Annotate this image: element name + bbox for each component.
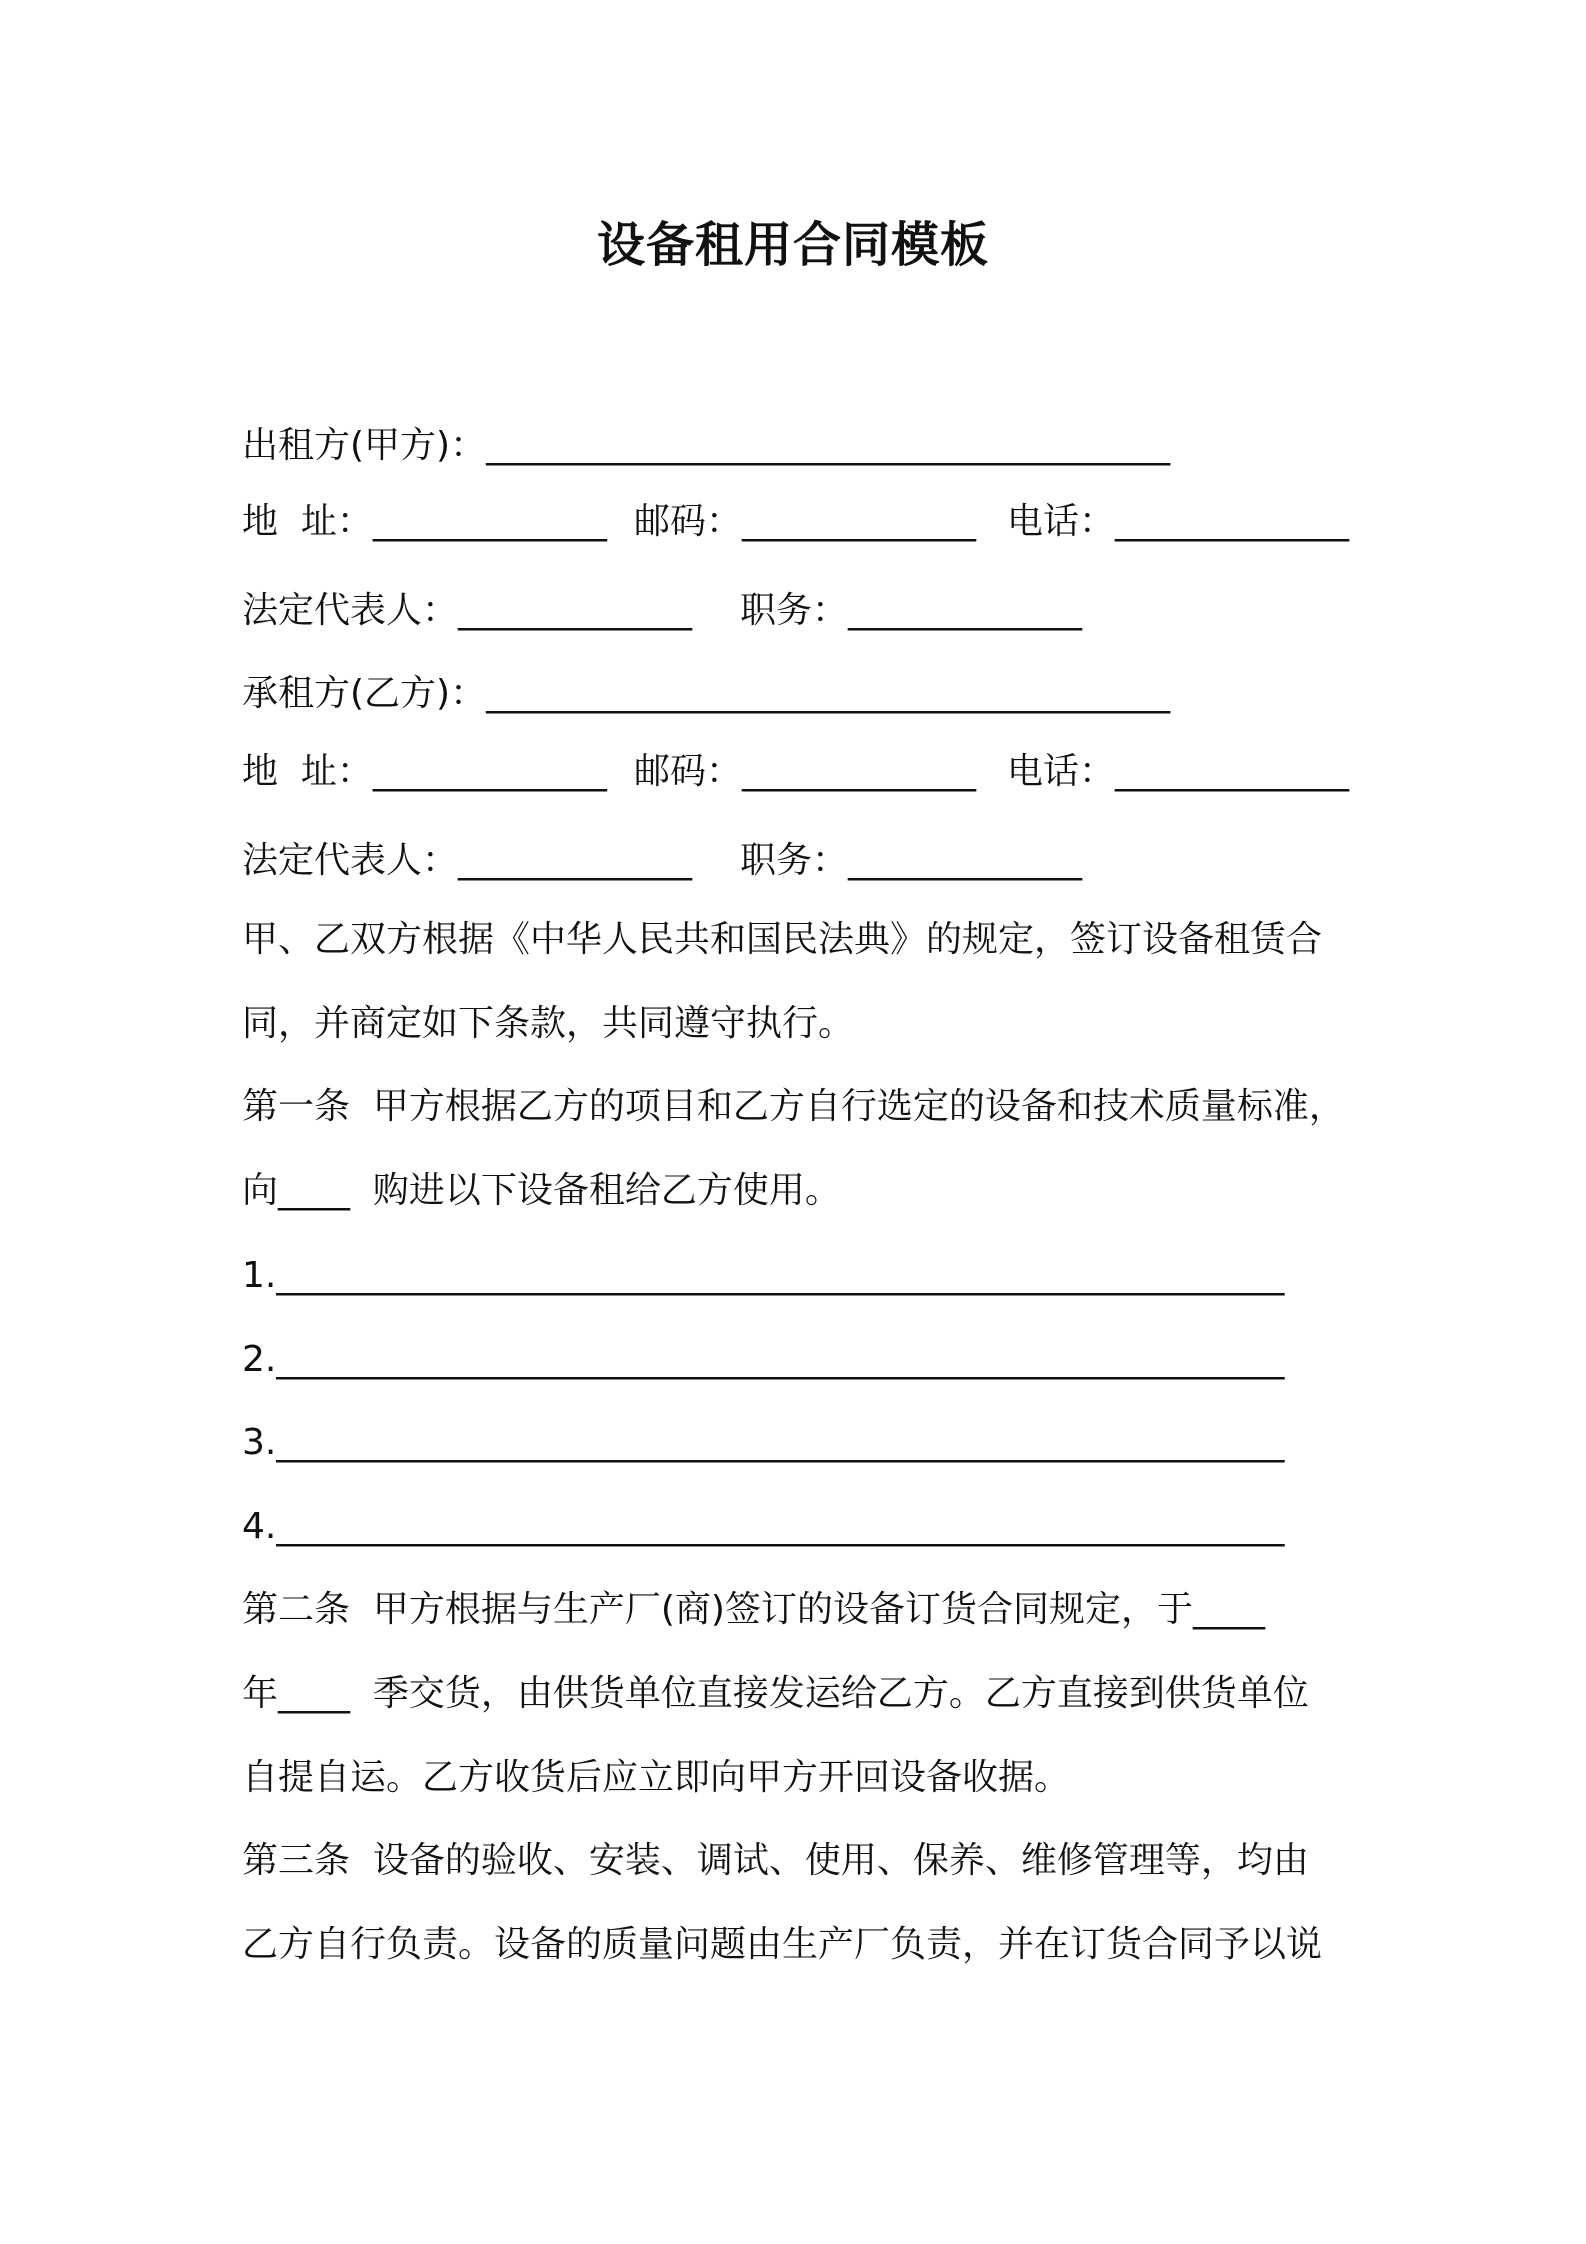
document-title: 设备租用合同模板 [596, 217, 989, 273]
preamble-line-2: 同，并商定如下条款，共同遵守执行。 [242, 1003, 855, 1044]
equipment-line-2: 2.________________________________________________________ [242, 1339, 1285, 1380]
lessee-address-field: 地 址：_____________ [242, 751, 607, 792]
preamble-line-1: 甲、乙双方根据《中华人民共和国民法典》的规定，签订设备租赁合 [242, 919, 1323, 960]
equipment-line-1: 1.________________________________________________________ [242, 1255, 1285, 1296]
lessor-phone-field: 电话：_____________ [1007, 501, 1350, 542]
article1-line-2: 向____ 购进以下设备租给乙方使用。 [242, 1170, 841, 1211]
lessor-postcode-field: 邮码：_____________ [634, 501, 977, 542]
article2-line-1: 第二条 甲方根据与生产厂(商)签订的设备订货合同规定，于____ [242, 1589, 1265, 1630]
lessor-position-field: 职务：_____________ [740, 590, 1083, 631]
lessee-position-field: 职务：_____________ [740, 840, 1083, 881]
lessor-rep-row [242, 587, 1392, 635]
article2-line-3: 自提自运。乙方收货后应立即向甲方开回设备收据。 [242, 1757, 1071, 1798]
lessee-party-line: 承租方(乙方)：______________________________________ [242, 673, 1171, 714]
lessor-legal-rep-field: 法定代表人：_____________ [242, 590, 693, 631]
lessee-phone-field: 电话：_____________ [1007, 751, 1350, 792]
equipment-line-4: 4.________________________________________________________ [242, 1506, 1285, 1547]
lessor-contact-row [242, 498, 1392, 546]
article3-line-2: 乙方自行负责。设备的质量问题由生产厂负责，并在订货合同予以说 [242, 1924, 1323, 1965]
lessee-postcode-field: 邮码：_____________ [634, 751, 977, 792]
lessee-rep-row [242, 837, 1392, 885]
lessee-legal-rep-field: 法定代表人：_____________ [242, 840, 693, 881]
lessor-address-field: 地 址：_____________ [242, 501, 607, 542]
article1-line-1: 第一条 甲方根据乙方的项目和乙方自行选定的设备和技术质量标准， [242, 1086, 1345, 1127]
lessor-party-line: 出租方(甲方)：______________________________________ [242, 425, 1171, 466]
article3-line-1: 第三条 设备的验收、安装、调试、使用、保养、维修管理等，均由 [242, 1840, 1309, 1881]
lessee-contact-row [242, 748, 1392, 796]
article2-line-2: 年____ 季交货，由供货单位直接发运给乙方。乙方直接到供货单位 [242, 1673, 1309, 1714]
equipment-line-3: 3.________________________________________________________ [242, 1422, 1285, 1463]
